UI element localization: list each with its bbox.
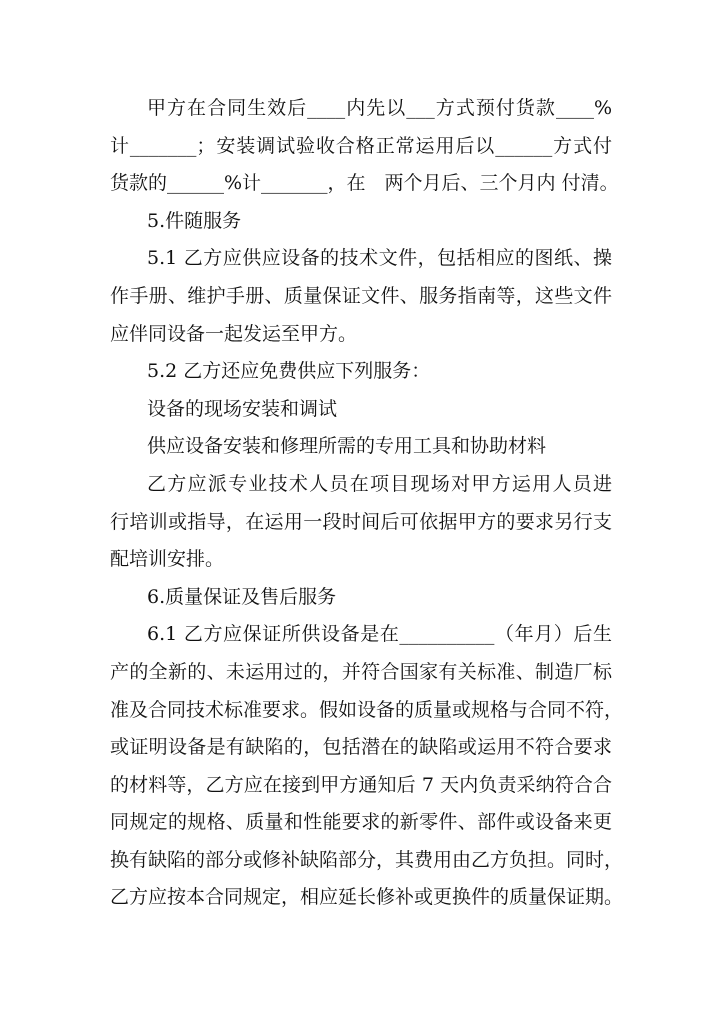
paragraph-line: 6.1 乙方应保证所供设备是在__________（年月）后生: [147, 623, 612, 646]
paragraph-line: 换有缺陷的部分或修补缺陷部分，其费用由乙方负担。同时，: [110, 848, 624, 871]
paragraph-line: 行培训或指导，在运用一段时间后可依据甲方的要求另行支: [110, 510, 612, 533]
paragraph-line: 准及合同技术标准要求。假如设备的质量或规格与合同不符，: [110, 698, 624, 721]
paragraph-line: 计_______；安装调试验收合格正常运用后以______方式付: [110, 134, 612, 157]
paragraph-line: 甲方在合同生效后____内先以___方式预付货款____%: [147, 97, 612, 119]
list-item: 设备的现场安装和调试: [147, 397, 338, 420]
paragraph-line: 同规定的规格、质量和性能要求的新零件、部件或设备来更: [110, 811, 612, 834]
paragraph-line: 5.1 乙方应供应设备的技术文件，包括相应的图纸、操: [147, 247, 612, 270]
paragraph-line: 配培训安排。: [110, 548, 225, 571]
paragraph-line: 货款的______%计_______，在 两个月后、三个月内 付清。: [110, 172, 619, 195]
paragraph-line: 应伴同设备一起发运至甲方。: [110, 322, 358, 345]
paragraph-line: 的材料等，乙方应在接到甲方通知后 7 天内负责采纳符合合: [110, 773, 612, 796]
paragraph-line: 5.2 乙方还应免费供应下列服务：: [147, 360, 431, 383]
paragraph-line: 产的全新的、未运用过的，并符合国家有关标准、制造厂标: [110, 660, 612, 683]
section-heading: 6.质量保证及售后服务: [147, 585, 337, 608]
paragraph-line: 作手册、维护手册、质量保证文件、服务指南等，这些文件: [110, 284, 612, 307]
document-body: [110, 90, 624, 917]
paragraph-line: 乙方应派专业技术人员在项目现场对甲方运用人员进: [147, 472, 612, 495]
section-heading: 5.件随服务: [147, 209, 242, 232]
paragraph-line: 乙方应按本合同规定，相应延长修补或更换件的质量保证期。: [110, 886, 624, 909]
list-item: 供应设备安装和修理所需的专用工具和协助材料: [147, 435, 547, 458]
paragraph-line: 或证明设备是有缺陷的，包括潜在的缺陷或运用不符合要求: [110, 736, 612, 759]
